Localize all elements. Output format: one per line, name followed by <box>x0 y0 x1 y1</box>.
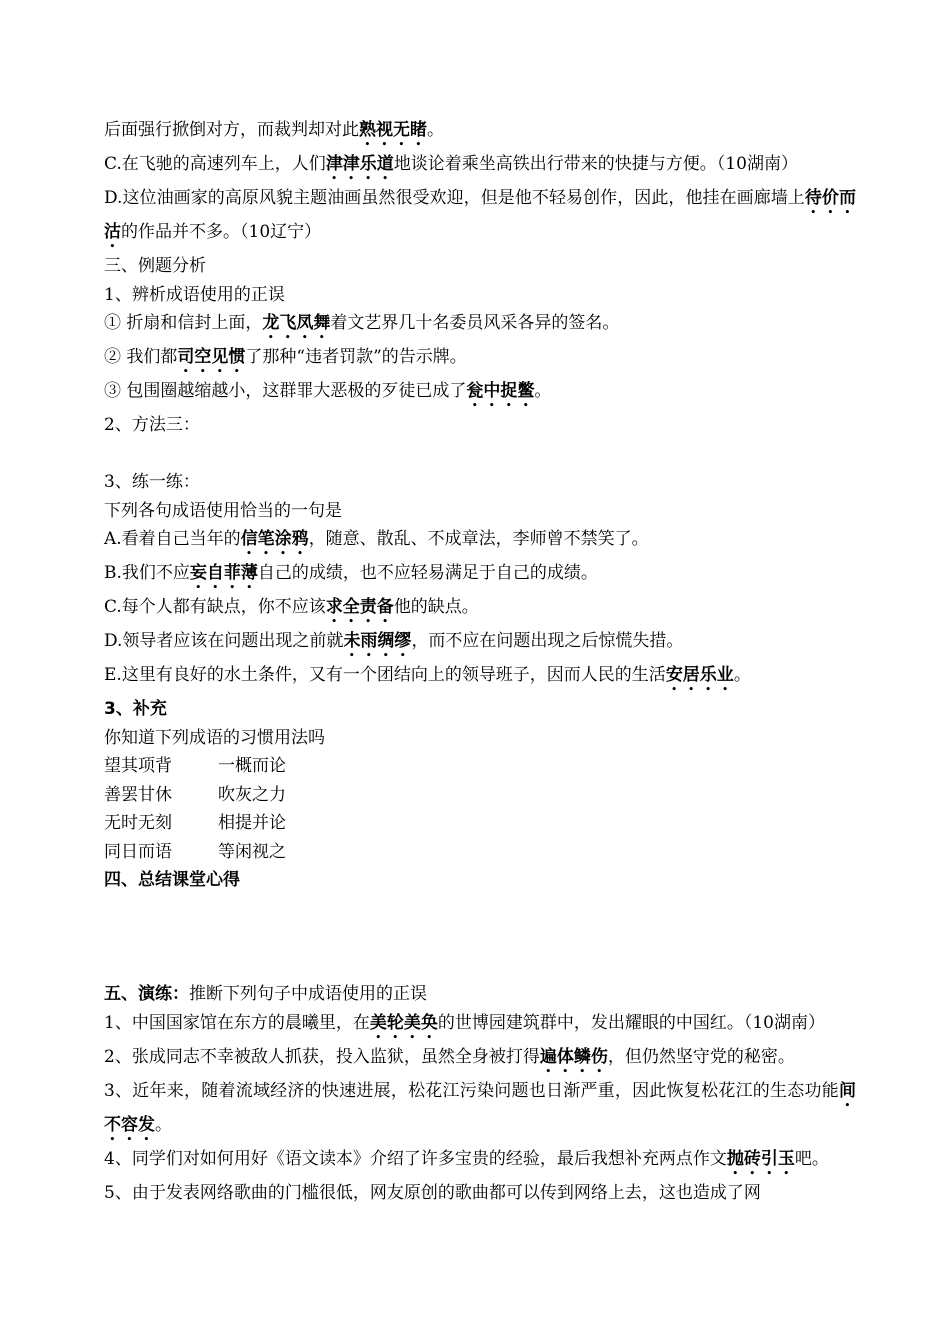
section-heading <box>104 980 856 1009</box>
text: 2、张成同志不幸被敌人抓获，投入监狱，虽然全身被打得 <box>104 1046 540 1067</box>
text: 1、中国国家馆在东方的晨曦里，在 <box>104 1012 370 1033</box>
document-page <box>104 116 856 1207</box>
drill-line <box>104 1009 856 1043</box>
text: D.领导者应该在问题出现之前就 <box>104 631 344 651</box>
idiom: 未雨绸缪 <box>343 631 412 651</box>
blank-space <box>104 895 856 981</box>
text: 的世博园建筑群中，发出耀眼的中国红。（10湖南） <box>437 1012 825 1033</box>
text: 。 <box>427 120 444 140</box>
drill-line <box>104 1145 856 1179</box>
idiom-left: 无时无刻 <box>104 813 172 833</box>
idiom-right: 吹灰之力 <box>218 784 286 805</box>
text: 着文艺界几十名委员风采各异的签名。 <box>330 313 620 333</box>
idiom-left: 望其项背 <box>104 756 172 776</box>
text: 。 <box>534 381 552 401</box>
option-line <box>104 150 856 184</box>
text: E.这里有良好的水土条件，又有一个团结向上的领导班子，因而人民的生活 <box>104 665 666 685</box>
section-heading: 三、例题分析 <box>104 256 206 276</box>
practice-option <box>104 593 856 627</box>
section-heading: 四、总结课堂心得 <box>104 870 240 890</box>
text: 他的缺点。 <box>393 597 479 617</box>
blank-line <box>104 440 856 469</box>
idiom-pair <box>104 838 856 867</box>
drill-line <box>104 1043 856 1077</box>
text: ② 我们都 <box>104 347 178 367</box>
text: 自己的成绩，也不应轻易满足于自己的成绩。 <box>257 563 598 583</box>
practice-option <box>104 559 856 593</box>
idiom-pair <box>104 809 856 838</box>
idiom: 遍体鳞伤 <box>539 1046 608 1067</box>
idiom: 瓮中捉鳖 <box>466 381 535 401</box>
heading-text: 推断下列句子中成语使用的正误 <box>189 984 427 1004</box>
drill-line <box>104 1179 856 1208</box>
text: B.我们不应 <box>104 563 190 583</box>
text: 。 <box>155 1114 172 1135</box>
text: ③ 包围圈越缩越小，这群罪大恶极的歹徒已成了 <box>104 381 467 401</box>
text: A.看着自己当年的 <box>104 529 241 549</box>
idiom: 抛砖引玉 <box>726 1148 795 1169</box>
text: C.每个人都有缺点，你不应该 <box>104 597 326 617</box>
subheading: 1、辨析成语使用的正误 <box>104 284 285 305</box>
practice-option <box>104 661 856 695</box>
idiom: 美轮美奂 <box>369 1012 438 1033</box>
subheading: 2、方法三： <box>104 415 200 435</box>
idiom: 津津乐道 <box>325 154 394 174</box>
idiom: 信笔涂鸦 <box>240 529 309 549</box>
drill-line <box>104 1077 856 1145</box>
idiom-right: 等闲视之 <box>218 841 286 862</box>
idiom-pair <box>104 781 856 810</box>
example-line <box>104 377 856 411</box>
idiom-left: 善罢甘休 <box>104 784 172 805</box>
text: ，随意、散乱、不成章法，李师曾不禁笑了。 <box>308 529 649 549</box>
question: 你知道下列成语的习惯用法吗 <box>104 727 325 748</box>
idiom: 司空见惯 <box>177 347 246 367</box>
idiom: 间不容发 <box>104 1080 856 1135</box>
example-line <box>104 309 856 343</box>
idiom: 待价而沽 <box>104 188 856 242</box>
option-line <box>104 184 856 252</box>
text: D.这位油画家的高原风貌主题油画虽然很受欢迎，但是他不轻易创作，因此，他挂在画廊墙上 <box>104 188 805 208</box>
text: 了那种“违者罚款”的告示牌。 <box>245 347 467 367</box>
text: ，而不应在问题出现之后惊慌失措。 <box>411 631 684 651</box>
text: ① 折扇和信封上面， <box>104 313 263 333</box>
practice-option <box>104 525 856 559</box>
idiom: 求全责备 <box>325 597 394 617</box>
text: 5、由于发表网络歌曲的门槛很低，网友原创的歌曲都可以传到网络上去，这也造成了网 <box>104 1182 761 1203</box>
idiom: 妄自菲薄 <box>189 563 258 583</box>
idiom-left: 同日而语 <box>104 841 172 862</box>
idiom: 安居乐业 <box>665 665 734 685</box>
text: 的作品并不多。（10辽宁） <box>121 222 322 242</box>
text: 3、近年来，随着流域经济的快速进展，松花江污染问题也日渐严重，因此恢复松花江的生态功能 <box>104 1080 839 1101</box>
question: 下列各句成语使用恰当的一句是 <box>104 500 342 521</box>
text: 吧。 <box>794 1148 829 1169</box>
text: ，但仍然坚守党的秘密。 <box>607 1046 795 1067</box>
section-heading: 3、补充 <box>104 699 167 719</box>
idiom-right: 相提并论 <box>218 813 286 833</box>
idiom-pair <box>104 752 856 781</box>
text: 4、同学们对如何用好《语文读本》介绍了许多宝贵的经验，最后我想补充两点作文 <box>104 1148 727 1169</box>
text: 。 <box>733 665 751 685</box>
heading-bold: 五、演练： <box>104 984 189 1004</box>
text: C.在飞驰的高速列车上，人们 <box>104 154 326 174</box>
subheading: 3、练一练： <box>104 472 200 492</box>
idiom-right: 一概而论 <box>218 756 286 776</box>
idiom: 龙飞凤舞 <box>262 313 331 333</box>
idiom: 熟视无睹 <box>359 120 427 140</box>
text: 地谈论着乘坐高铁出行带来的快捷与方便。（10湖南） <box>393 154 798 174</box>
practice-option <box>104 627 856 661</box>
option-line <box>104 116 856 150</box>
example-line <box>104 343 856 377</box>
text: 后面强行掀倒对方，而裁判却对此 <box>104 120 359 140</box>
